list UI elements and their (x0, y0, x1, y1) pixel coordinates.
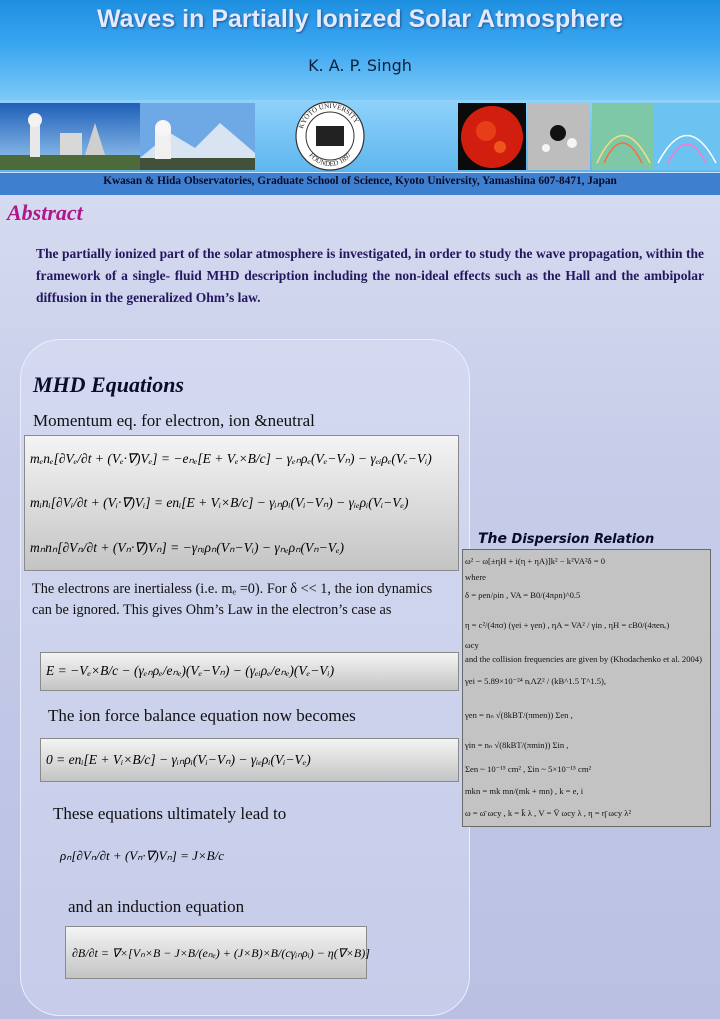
gamma-in: γin = nₙ √(8kBT/(πmin)) Σin , (465, 740, 569, 750)
observatory-photo (0, 103, 140, 170)
abstract-heading: Abstract (7, 200, 83, 225)
author-name: K. A. P. Singh (308, 56, 412, 75)
ion-momentum-equation: mᵢnᵢ[∂Vᵢ/∂t + (Vᵢ·∇)Vᵢ] = enᵢ[E + Vᵢ×B/c] − γᵢₙρᵢ(Vᵢ−Vₙ) − γᵢₑρᵢ(Vᵢ−Vₑ) (30, 495, 409, 510)
ion-force-text: The ion force balance equation now becomes (48, 706, 356, 725)
mhd-heading: MHD Equations (33, 372, 184, 397)
electron-inertialess-text: The electrons are inertialess (i.e. mₑ =0). For δ << 1, the ion dynamics can be ignored. This gives Ohm’s Law in the electron’s case as (32, 581, 433, 618)
ohm-law-equation: E = −Vₑ×B/c − (γₑₙρₑ/eₙₑ)(Vₑ−Vₙ) − (γₑᵢρₑ/eₙₑ)(Vₑ−Vᵢ) (46, 663, 335, 678)
svg-text:FOUNDED 1897: FOUNDED 1897 (307, 151, 353, 169)
magnetogram-image (528, 103, 590, 170)
lead-text: These equations ultimately lead to (53, 804, 287, 823)
dispersion-equation: ω² − ω[±ηH + i(η + ηA)]k² − k²VA²δ = 0 (465, 556, 606, 566)
cross-sections: Σen ~ 10⁻¹⁵ cm² , Σin ~ 5×10⁻¹⁵ cm² (465, 764, 592, 774)
svg-text:KYOTO UNIVERSITY: KYOTO UNIVERSITY (297, 101, 361, 130)
abstract-text: The partially ionized part of the solar atmosphere is investigated, in order to study the wave propagation, within the framework of a single- fluid MHD description including the non-ideal effects such as the Hall and the ambipolar diffusion in the generalized Ohm’s law. (36, 246, 704, 305)
poster-title: Waves in Partially Ionized Solar Atmosphere (96, 5, 624, 33)
mountain-observatory-photo (140, 103, 255, 170)
neutral-momentum-equation: mₙnₙ[∂Vₙ/∂t + (Vₙ·∇)Vₙ] = −γₙᵢρₙ(Vₙ−Vᵢ) − γₙₑρₙ(Vₙ−Vₑ) (30, 540, 344, 555)
electron-momentum-equation: mₑnₑ[∂Vₑ/∂t + (Vₑ·∇)Vₑ] = −eₙₑ[E + Vₑ×B/c] − γₑₙρₑ(Vₑ−Vₙ) − γₑᵢρₑ(Vₑ−Vᵢ) (30, 451, 432, 466)
affiliation-text: Kwasan & Hida Observatories, Graduate School of Science, Kyoto University, Yamashina 607-8471, Japan (103, 175, 617, 187)
delta-definition: δ = ρen/ρin , VA = B0/(4πρn)^0.5 (465, 590, 581, 600)
induction-equation: ∂B/∂t = ∇×[Vₙ×B − J×B/(eₙₑ) + (J×B)×B/(cγᵢₙρᵢ) − η(∇×B)] (72, 946, 370, 960)
gamma-ei: γei = 5.89×10⁻²⁴ nᵢΛZ² / (kB^1.5 T^1.5), (465, 676, 607, 686)
ion-force-equation: 0 = enᵢ[E + Vᵢ×B/c] − γᵢₙρᵢ(Vᵢ−Vₙ) − γᵢₑρᵢ(Vᵢ−Vₑ) (46, 752, 311, 767)
where-label: where (465, 572, 486, 582)
eta-definitions: η = c²/(4πσ) (γei + γen) , ηA = VA² / γin , ηH = cB0/(4πenₑ) (465, 620, 670, 630)
dispersion-title: The Dispersion Relation (478, 531, 655, 547)
kyoto-university-seal (290, 100, 370, 172)
image-strip (0, 100, 720, 172)
reduced-mass: mkn = mk mn/(mk + mn) , k = e, i (465, 786, 584, 796)
sun-image (458, 103, 526, 170)
collision-frequency-note: and the collision frequencies are given by (Khodachenko et al. 2004) (465, 654, 702, 664)
dispersion-relation-box (462, 549, 711, 827)
cyclotron-frequency: ωcy (465, 640, 479, 650)
field-line-simulation (592, 103, 720, 170)
momentum-label: Momentum eq. for electron, ion &neutral (33, 411, 315, 430)
gamma-en: γen = nₙ √(8kBT/(πmen)) Σen , (465, 710, 573, 720)
normalization: ω = ω̄ ωcy , k = k̄ λ , V = V̄ ωcy λ , η = η̄ ωcy λ² (465, 808, 632, 818)
neutral-final-equation: ρₙ[∂Vₙ/∂t + (Vₙ·∇)Vₙ] = J×B/c (60, 848, 224, 863)
induction-text: and an induction equation (68, 897, 245, 916)
